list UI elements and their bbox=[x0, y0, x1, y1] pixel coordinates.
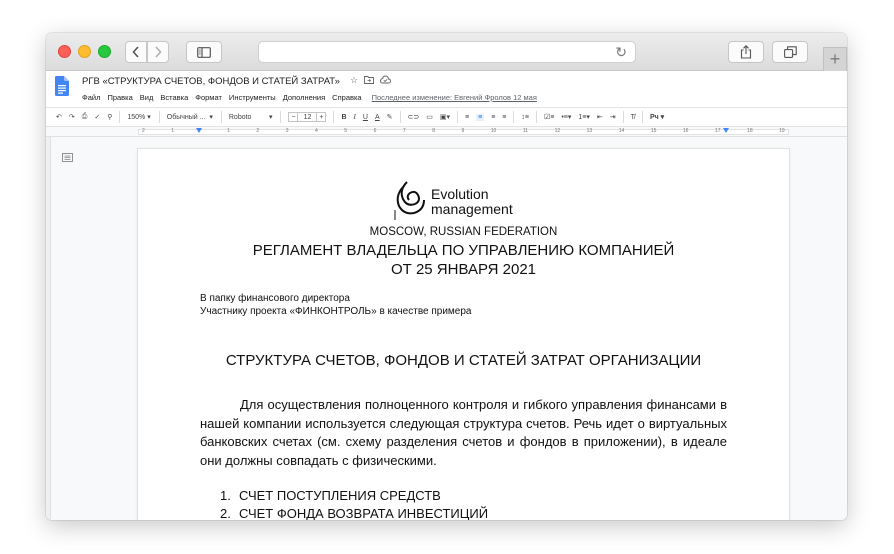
chevron-down-icon: ▾ bbox=[209, 114, 213, 121]
ruler-number: 3 bbox=[285, 128, 289, 134]
menu-help[interactable]: Справка bbox=[332, 93, 362, 102]
ruler-number: 4 bbox=[315, 128, 318, 134]
ruler-number: 5 bbox=[344, 128, 348, 134]
redo-icon[interactable]: ↷ bbox=[68, 114, 75, 121]
print-icon[interactable]: ⎙ bbox=[81, 113, 88, 120]
ruler-number: 16 bbox=[682, 128, 689, 134]
toolbar-divider bbox=[159, 111, 160, 123]
list-number: 1. bbox=[220, 488, 231, 503]
ruler-number: 8 bbox=[432, 128, 435, 134]
reload-icon[interactable]: ↻ bbox=[615, 44, 627, 60]
toolbar-divider bbox=[623, 111, 624, 123]
font-size-input[interactable]: 12 bbox=[298, 112, 316, 122]
menu-insert[interactable]: Вставка bbox=[160, 93, 189, 102]
menu-file[interactable]: Файл bbox=[82, 93, 101, 102]
ruler-number: 1 bbox=[227, 128, 230, 134]
ruler-number: 14 bbox=[618, 128, 625, 134]
logo-wordmark bbox=[431, 187, 513, 217]
toolbar-divider bbox=[513, 111, 514, 123]
sidebar-toggle-button[interactable] bbox=[186, 41, 222, 63]
align-right-icon[interactable]: ≡ bbox=[491, 113, 496, 121]
forward-button[interactable] bbox=[147, 41, 169, 63]
regulation-date: ОТ 25 ЯНВАРЯ 2021 bbox=[390, 261, 537, 278]
increase-indent-icon[interactable]: ⇥ bbox=[609, 114, 616, 121]
ruler-number: 15 bbox=[650, 128, 657, 134]
decrease-indent-icon[interactable]: ⇤ bbox=[596, 114, 603, 121]
toolbar-divider bbox=[457, 111, 458, 123]
ruler-number: 19 bbox=[779, 128, 785, 134]
menu-edit[interactable]: Правка bbox=[107, 93, 133, 102]
share-icon bbox=[740, 45, 752, 59]
chevron-left-icon bbox=[132, 46, 140, 58]
line-spacing-icon[interactable]: ↕≡ bbox=[521, 113, 529, 121]
undo-icon[interactable]: ↶ bbox=[56, 114, 62, 121]
toolbar-divider bbox=[642, 111, 643, 123]
style-value: Обычный ... bbox=[166, 113, 206, 121]
list-text: СЧЕТ ФОНДА ВОЗВРАТА ИНВЕСТИЦИЙ bbox=[239, 506, 489, 520]
underline-button[interactable]: U bbox=[362, 113, 368, 121]
bulleted-list-icon[interactable]: •≡▾ bbox=[561, 114, 572, 121]
font-value: Roboto bbox=[228, 113, 252, 121]
chevron-down-icon: ▾ bbox=[147, 114, 151, 121]
ruler-number: 2 bbox=[142, 128, 145, 134]
zoom-window-button[interactable] bbox=[98, 45, 111, 58]
share-button[interactable] bbox=[728, 41, 764, 63]
list-text: СЧЕТ ПОСТУПЛЕНИЯ СРЕДСТВ bbox=[239, 488, 441, 503]
highlight-icon[interactable]: ✎ bbox=[386, 114, 393, 121]
decrease-font-size-button[interactable]: − bbox=[288, 112, 298, 122]
back-button[interactable] bbox=[125, 41, 147, 63]
last-edit-link[interactable]: Последнее изменение: Евгений Фролов 12 мая bbox=[371, 93, 537, 102]
list-item bbox=[220, 487, 488, 505]
close-window-button[interactable] bbox=[58, 45, 71, 58]
align-justify-icon[interactable]: ≡ bbox=[502, 113, 507, 121]
title-actions bbox=[350, 75, 391, 86]
right-indent-marker[interactable] bbox=[723, 128, 729, 133]
italic-button[interactable]: I bbox=[353, 113, 356, 121]
ruler-number: 1 bbox=[171, 128, 175, 134]
align-center-icon[interactable]: ≡ bbox=[478, 113, 483, 121]
text-color-button[interactable]: A bbox=[374, 113, 380, 121]
increase-font-size-button[interactable]: + bbox=[316, 112, 326, 122]
move-folder-icon[interactable] bbox=[364, 75, 374, 84]
docs-header bbox=[46, 71, 847, 107]
ruler-number: 10 bbox=[490, 128, 497, 134]
menu-tools[interactable]: Инструменты bbox=[228, 93, 276, 102]
font-select[interactable] bbox=[229, 113, 273, 121]
toolbar-divider bbox=[536, 111, 537, 123]
document-canvas bbox=[46, 137, 847, 520]
toolbar-divider bbox=[333, 111, 334, 123]
ruler-number: 6 bbox=[373, 128, 377, 134]
toolbar-divider bbox=[119, 111, 120, 123]
list-item bbox=[220, 505, 488, 520]
ruler-number: 13 bbox=[586, 128, 593, 134]
formatting-toolbar bbox=[46, 107, 847, 127]
bold-button[interactable]: B bbox=[341, 113, 347, 121]
addressee-line-1: В папку финансового директора bbox=[200, 293, 350, 304]
list-number: 2. bbox=[220, 506, 231, 520]
ruler-numbers bbox=[138, 128, 789, 136]
logo-line-1: Evolution bbox=[431, 186, 489, 202]
zoom-select[interactable] bbox=[127, 113, 150, 121]
document-title[interactable]: РГВ «СТРУКТУРА СЧЕТОВ, ФОНДОВ И СТАТЕЙ ЗАТРАТ» bbox=[82, 76, 340, 87]
ruler-number: 2 bbox=[256, 128, 260, 134]
document-page[interactable] bbox=[138, 149, 789, 520]
new-tab-button[interactable]: + bbox=[823, 47, 847, 71]
image-icon[interactable]: ▣▾ bbox=[439, 114, 450, 121]
addressee-line-2: Участнику проекта «ФИНКОНТРОЛЬ» в качестве примера bbox=[200, 306, 472, 317]
company-city: MOSCOW, RUSSIAN FEDERATION bbox=[369, 226, 558, 238]
tabs-icon bbox=[784, 46, 797, 58]
minimize-window-button[interactable] bbox=[78, 45, 91, 58]
evolution-logo-icon bbox=[393, 180, 427, 220]
numbered-list-icon[interactable]: 1≡▾ bbox=[578, 114, 590, 121]
horizontal-ruler bbox=[46, 127, 847, 137]
menu-bar bbox=[82, 93, 537, 102]
intro-paragraph: Для осуществления полноценного контроля и гибкого управления финансами в нашей компании используется следующая структура счетов. Речь идет о виртуальных банковских счетах (см. схему разделения счетов и фондов в приложении), в идеале они должны совпадать с физическими. bbox=[200, 397, 727, 468]
spellcheck-icon[interactable]: ✓ bbox=[94, 114, 101, 121]
sidebar-icon bbox=[197, 47, 211, 58]
address-bar[interactable] bbox=[258, 41, 636, 63]
left-indent-marker[interactable] bbox=[196, 128, 202, 133]
ruler-number: 12 bbox=[554, 128, 561, 134]
star-icon[interactable]: ☆ bbox=[350, 75, 359, 85]
logo-line-2: management bbox=[431, 201, 513, 217]
regulation-heading: РЕГЛАМЕНТ ВЛАДЕЛЬЦА ПО УПРАВЛЕНИЮ КОМПАНИЕЙ bbox=[252, 242, 675, 259]
company-logo bbox=[393, 180, 513, 220]
ruler-number: 9 bbox=[461, 128, 465, 134]
paint-format-icon[interactable]: ⚲ bbox=[107, 114, 113, 121]
document-outline-icon[interactable] bbox=[62, 153, 73, 162]
chevron-down-icon: ▾ bbox=[660, 114, 665, 121]
font-size-control bbox=[288, 112, 326, 122]
toolbar-divider bbox=[400, 111, 401, 123]
vertical-ruler bbox=[46, 137, 51, 520]
menu-view[interactable]: Вид bbox=[139, 93, 154, 102]
toolbar-divider bbox=[280, 111, 281, 123]
align-left-icon[interactable]: ≡ bbox=[465, 113, 470, 121]
input-tools-label: Рч bbox=[649, 113, 659, 121]
chevron-right-icon bbox=[154, 46, 162, 58]
ruler-number: 11 bbox=[522, 128, 529, 134]
ruler-number: 18 bbox=[747, 128, 753, 134]
chevron-down-icon: ▾ bbox=[268, 114, 273, 121]
safari-toolbar bbox=[46, 33, 847, 71]
show-tabs-button[interactable] bbox=[772, 41, 808, 63]
google-docs-icon[interactable] bbox=[55, 76, 69, 96]
browser-window bbox=[46, 33, 847, 520]
section-title: СТРУКТУРА СЧЕТОВ, ФОНДОВ И СТАТЕЙ ЗАТРАТ ОРГАНИЗАЦИИ bbox=[225, 352, 702, 369]
toolbar-divider bbox=[221, 111, 222, 123]
zoom-value: 150% bbox=[127, 113, 146, 121]
link-icon[interactable]: ⊂⊃ bbox=[407, 114, 420, 121]
checklist-icon[interactable]: ☑≡ bbox=[543, 114, 555, 121]
comment-icon[interactable]: ▭ bbox=[426, 114, 433, 121]
clear-formatting-icon[interactable]: T̸ bbox=[630, 113, 635, 121]
menu-addons[interactable]: Дополнения bbox=[282, 93, 326, 102]
ruler-number: 17 bbox=[714, 128, 721, 134]
input-tools-button[interactable] bbox=[650, 113, 664, 121]
accounts-list bbox=[220, 487, 488, 520]
ruler-number: 7 bbox=[402, 128, 406, 134]
menu-format[interactable]: Формат bbox=[195, 93, 222, 102]
cloud-saved-icon[interactable] bbox=[380, 75, 391, 84]
style-select[interactable] bbox=[167, 113, 213, 121]
